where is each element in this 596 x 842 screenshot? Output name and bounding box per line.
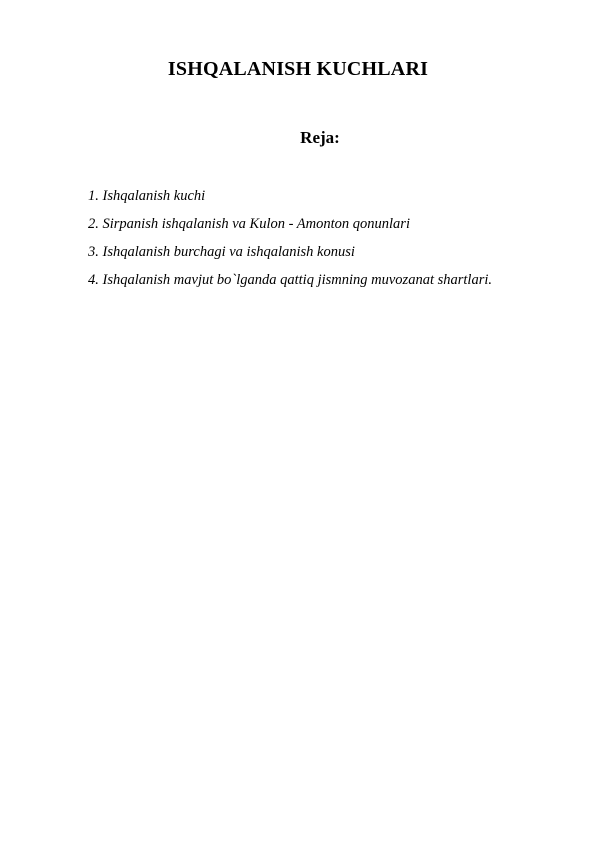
plan-item-1: 1. Ishqalanish kuchi [88,188,206,204]
plan-heading: Reja: [300,128,340,147]
document-title: ISHQALANISH KUCHLARI [167,58,429,80]
plan-item-3: 3. Ishqalanish burchagi va ishqalanish konusi [88,244,355,260]
plan-list [88,182,578,294]
plan-item-4: 4. Ishqalanish mavjut bo`lganda qattiq jismning muvozanat shartlari. [88,272,492,288]
plan-item-2: 2. Sirpanish ishqalanish va Kulon - Amonton qonunlari [88,216,410,232]
